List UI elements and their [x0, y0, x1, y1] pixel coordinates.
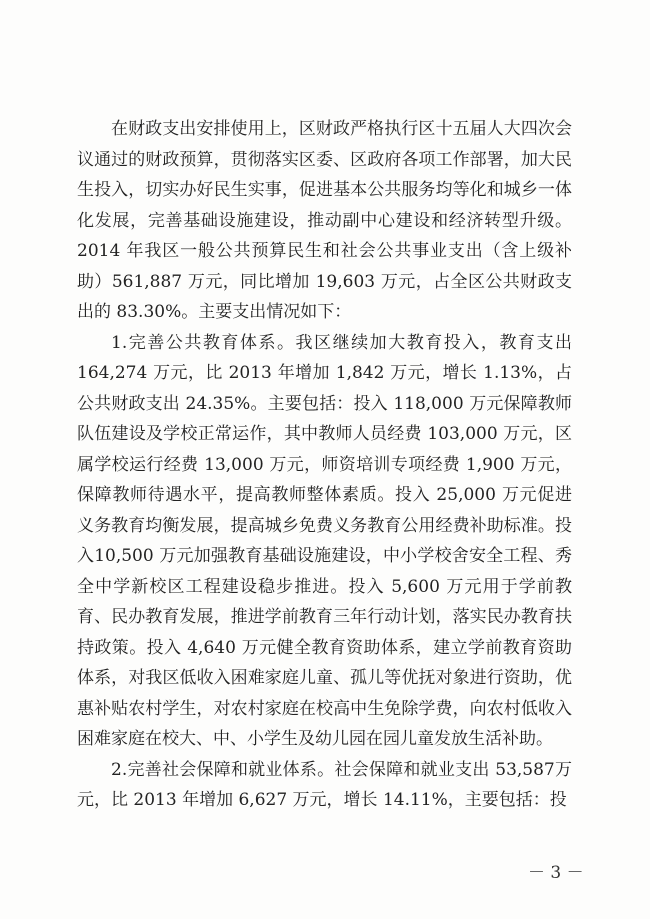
- paragraph-fiscal-expenditure-overview: 在财政支出安排使用上，区财政严格执行区十五届人大四次会议通过的财政预算，贯彻落实区委、区政府各项工作部署，加大民生投入，切实办好民生实事，促进基本公共服务均等化和城乡一体化发展，完善基础设施建设，推动副中心建设和经济转型升级。2014 年我区一般公共预算民生和社会公共事业支出（含上级补助）561,887 万元，同比增加 19,603 万元，占全区公共财政支出的 83.30%。主要支出情况如下：: [77, 119, 572, 322]
- document-body: [77, 114, 572, 816]
- page-number: － 3 －: [528, 863, 584, 883]
- paragraph-social-security: 2.完善社会保障和就业体系。社会保障和就业支出 53,587万元，比 2013 年增加 6,627 万元，增长 14.11%，主要包括：投: [77, 759, 572, 810]
- paragraph-public-education: 1.完善公共教育体系。我区继续加大教育投入，教育支出164,274 万元，比 2013 年增加 1,842 万元，增长 1.13%，占公共财政支出 24.35%。主要包括：投入 118,000 万元保障教师队伍建设及学校正常运作，其中教师人员经费 103,000 万元，区属学校运行经费 13,000 万元，师资培训专项经费 1,900 万元，保障教师待遇水平，提高教师整体素质。投入 25,000 万元促进义务教育均衡发展，提高城乡免费义务教育公用经费补助标准。投入10,500 万元加强教育基础设施建设，中小学校舍安全工程、秀全中学新校区工程建设稳步推进。投入 5,600 万元用于学前教育、民办教育发展，推进学前教育三年行动计划，落实民办教育扶持政策。投入 4,640 万元健全教育资助体系，建立学前教育资助体系，对我区低收入困难家庭儿童、孤儿等优抚对象进行资助，优惠补贴农村学生，对农村家庭在校高中生免除学费，向农村低收入困难家庭在校大、中、小学生及幼儿园在园儿童发放生活补助。: [77, 332, 572, 749]
